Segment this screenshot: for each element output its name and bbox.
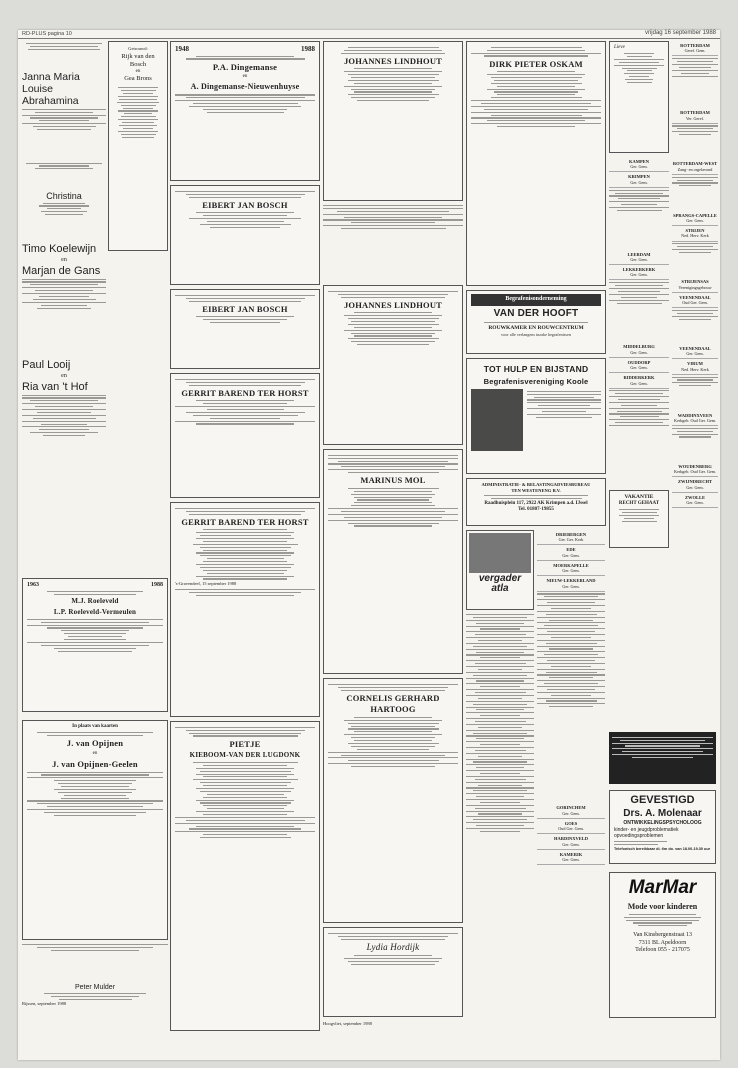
- church-name-gorinchem: GORINCHEM: [556, 805, 586, 811]
- column-5: Lieve KAMPEN Ger. Gem. KRIMPEN Ger. Gem. LEERDAM Ger. Gem. LEKKERKERK Ger. Gem. MIDDELBURG Ger. Gem. OUDDORP Ger. Gem. RIDDERKERK Ger. Gem. VAKANTIE RECHT GEHAAT: [609, 41, 669, 1056]
- obituary-7: [323, 285, 463, 445]
- vergader-title-2: atla: [491, 582, 509, 594]
- anniv-and: en: [242, 74, 248, 80]
- vergader-ad: [466, 530, 534, 610]
- date-label: vrijdag 16 september 1988: [644, 30, 716, 36]
- deceased-name-b: JOHANNES LINDHOUT: [343, 299, 443, 310]
- jubilee-name-1: M.J. Roeleveld: [71, 597, 119, 606]
- engaged-name-4: Ria van 't Hof: [22, 380, 88, 393]
- column-3: [323, 41, 463, 1056]
- church-section-10: WOUDENBERG: [678, 463, 712, 469]
- deceased-name-a: JOHANNES LINDHOUT: [343, 55, 443, 66]
- tax-office-ad: [466, 478, 606, 526]
- anniv-name-1: P.A. Dingemanse: [212, 61, 278, 72]
- funeral-home-title: Begrafenisonderneming: [471, 294, 601, 306]
- church-section-4: STRIJEN: [685, 228, 705, 234]
- koole-ad: [466, 358, 606, 474]
- birth-name: Janna Maria: [22, 70, 80, 83]
- col3-footer: Hoogvliet, september 1988: [323, 1021, 372, 1026]
- marmar-logo: MarMar: [628, 877, 697, 898]
- funeral-home-name: VAN DER HOOFT: [493, 307, 579, 319]
- psychologist-ad: [609, 790, 716, 866]
- obit-place: 's-Gravendeel, 15 september 1988: [175, 581, 237, 587]
- obituary-6: [323, 41, 463, 201]
- deceased-name-4: GERRIT BAREND TER HORST: [181, 516, 309, 527]
- obituary-2: [170, 289, 320, 369]
- anniv-name-2: A. Dingemanse-Nieuwenhuyse: [190, 82, 300, 92]
- obituary-5: [170, 721, 320, 1031]
- church-name-ede: EDE: [566, 547, 576, 553]
- deceased-name-3: GERRIT BAREND TER HORST: [181, 387, 309, 398]
- church-name-ridderkerk: RIDDERKERK: [623, 375, 655, 381]
- marmar-ad: [609, 872, 716, 1022]
- obituary-3: [170, 373, 320, 498]
- jubilee-year-end: 1988: [151, 582, 163, 588]
- running-header: [18, 30, 720, 38]
- church-entry: HARDINXVELD Ger. Gem.: [537, 834, 605, 849]
- psychologist-phone: Telefonisch bereikbaar di. t/m do. van 18.00-19.30 uur: [614, 846, 711, 851]
- obituary-4: [170, 502, 320, 717]
- church-section-6: VEENENDAAL: [679, 294, 711, 300]
- church-name-moerkapelle: MOERKAPELLE: [553, 562, 589, 568]
- church-section-5: STRIJENSAS: [681, 279, 709, 285]
- church-name-lekkerkerk: LEKKERKERK: [622, 267, 656, 273]
- church-entry: DRIEBERGEN Ger. Ger. Kerk: [537, 530, 605, 545]
- church-name-goes: GOES: [564, 820, 578, 826]
- church-section-9: WADDINXVEEN: [677, 412, 713, 418]
- vacation-title-2: RECHT GEHAAT: [618, 501, 660, 507]
- deceased-name-c: MARINUS MOL: [360, 475, 426, 486]
- vacation-title: VAKANTIE: [624, 494, 654, 501]
- deceased-name-2: EIBERT JAN BOSCH: [202, 303, 288, 314]
- header-rule: [18, 38, 720, 39]
- jubilee-name-2: L.P. Roeleveld-Vermeulen: [53, 608, 137, 617]
- tax-office-sub: TEN WESTENENG B.V.: [511, 487, 561, 493]
- obituary-1: [170, 185, 320, 285]
- church-section-8: VIRUM: [687, 361, 703, 367]
- column-1b: [108, 41, 168, 251]
- vacation-ad: [609, 490, 669, 548]
- church-name-hardinxveld: HARDINXVELD: [553, 836, 588, 842]
- couple-and: en: [135, 68, 141, 74]
- obituary-9: [323, 678, 463, 923]
- signer-name: Peter Mulder: [74, 984, 116, 991]
- church-section-3: SPRANGS-CAPELLE: [673, 212, 717, 218]
- anniv-year-end: 1988: [301, 45, 315, 53]
- church-entry: GORINCHEM Ger. Gem.: [537, 803, 605, 818]
- psychologist-heading: GEVESTIGD: [630, 794, 695, 806]
- column-6: ROTTERDAM Geref. Gem. ROTTERDAM Ver. Geref. ROTTERDAM-WEST Zang- en orgelavond SPRANGS-CAPELLE Ger. Gem. STRIJEN Ned. Herv. Kerk STRIJENSAS Verenigingsgebouw VEENENDAAL Oud Ger. Gem. VEENENDAAL Ger. Gem. VIRUM Ned. Herv. Kerk WADDINXVEEN Kerkgeb. Oud Ger. Gem. WOUDENBERG Kerkgeb. Oud Ger. Gem. ZWIJNDRECHT Ger. Gem. ZWOLLE Ger. Gem.: [672, 41, 718, 731]
- psychologist-item-2: opvoedingsproblemen: [614, 832, 664, 839]
- engaged-and-1: en: [61, 256, 67, 263]
- pair-name-1: J. van Opijnen: [66, 738, 124, 749]
- psychologist-title: ONTWIKKELINGSPSYCHOLOOG: [623, 820, 702, 827]
- column-2: [170, 41, 320, 1056]
- tax-office-title: ADMINISTRATIE- & BELASTINGADVIESBUREAU: [481, 482, 591, 487]
- jubilee-box: [22, 578, 168, 716]
- place-flowers-label: In plaats van kaarten: [72, 724, 118, 729]
- obituary-8: [323, 449, 463, 674]
- jubilee-year-start: 1963: [27, 582, 39, 588]
- church-name-leerdam: LEERDAM: [627, 251, 651, 257]
- tax-office-address: Raadhuisplein 117, 2922 AK Krimpen a.d. IJssel: [484, 501, 588, 507]
- page-number-label: RD-PLUS pagina 10: [22, 31, 72, 37]
- church-section-7: VEENENDAAL: [679, 345, 711, 351]
- church-name-kamerik: KAMERIK: [559, 851, 583, 857]
- engaged-name-2: Marjan de Gans: [22, 264, 101, 277]
- church-section-2: ROTTERDAM-WEST: [672, 161, 718, 167]
- engaged-name-1: Timo Koelewijn: [22, 242, 97, 255]
- deceased-name-f: DIRK PIETER OSKAM: [489, 58, 583, 69]
- church-name-nieuw-lekkerland: NIEUW-LEKKERLAND: [546, 578, 596, 584]
- small-notice: [609, 41, 669, 153]
- inverted-notice: [609, 732, 716, 784]
- psychologist-item-1: kinder- en jeugdproblematiek: [614, 826, 679, 833]
- hearse-photo: [471, 389, 523, 451]
- church-section-11: ZWIJNDRECHT: [677, 479, 712, 485]
- funeral-home-sub: ROUWKAMER EN ROUWCENTRUM: [488, 324, 584, 331]
- couple-name-2: Gea Brons: [124, 75, 152, 83]
- funeral-home-ad: [466, 290, 606, 354]
- church-name-kampen: KAMPEN: [629, 159, 649, 164]
- koole-sub: Begrafenisvereniging Koole: [483, 376, 589, 386]
- church-name-driebergen: DRIEBERGEN: [555, 532, 587, 537]
- funeral-box-left: [22, 720, 168, 1040]
- church-section-rotterdam: ROTTERDAM: [680, 43, 710, 48]
- church-section-12: ZWOLLE: [684, 494, 705, 500]
- church-entry: EDE Ger. Gem.: [537, 545, 605, 560]
- church-name-krimpen: KRIMPEN: [628, 174, 650, 180]
- deceased-name-d: CORNELIS GERHARD: [346, 692, 440, 703]
- vergader-title: vergader: [478, 573, 522, 584]
- psychologist-name: Drs. A. Molenaar: [623, 807, 702, 819]
- koole-title: TOT HULP EN BIJSTAND: [483, 364, 589, 374]
- obituary-10: [323, 927, 463, 1017]
- deceased-name-5b: KIEBOOM-VAN DER LUGDONK: [189, 751, 301, 760]
- deceased-name-e: Lydia Hordijk: [366, 941, 420, 952]
- funeral-home-tag: voor alle verlangens inzake begrafenissen: [501, 331, 571, 337]
- anniv-year-start: 1948: [175, 45, 189, 53]
- church-section-1: ROTTERDAM: [680, 110, 710, 116]
- deceased-name-1: EIBERT JAN BOSCH: [202, 199, 288, 210]
- deceased-name-5: PIETJE: [229, 738, 261, 749]
- pair-name-2: J. van Opijnen-Geelen: [52, 758, 138, 769]
- marmar-tagline: Mode voor kinderen: [627, 901, 698, 911]
- signer-footer: Rijssen, september 1988: [22, 1001, 67, 1007]
- tax-office-phone: Tel. 01807-19855: [518, 507, 554, 513]
- church-name-middelburg: MIDDELBURG: [623, 344, 655, 350]
- church-entry: KAMERIK Ger. Gem.: [537, 850, 605, 865]
- marmar-address: Van Kinsbergenstraat 13: [633, 932, 692, 939]
- wedding-announcement: [108, 41, 168, 251]
- marmar-phone: Telefoon 055 - 217075: [635, 947, 690, 954]
- church-entry: NIEUW-LEKKERLAND Ger. Gem.: [537, 576, 605, 591]
- marmar-city: 7311 BL Apeldoorn: [638, 939, 687, 946]
- anniversary-ad: [170, 41, 320, 181]
- column-4: [466, 41, 606, 1056]
- deceased-name-d2: HARTOOG: [370, 704, 416, 715]
- newspaper-page: [18, 30, 720, 1060]
- church-name-ouddorp: OUDDORP: [627, 359, 651, 365]
- engaged-and-2: en: [61, 372, 67, 379]
- engaged-name-3: Paul Looij: [22, 358, 71, 371]
- birth-name-christina: Christina: [46, 190, 82, 201]
- couple-name-1: Rijk van den Bosch: [121, 52, 155, 68]
- vergader-photo: [469, 533, 531, 573]
- obituary-11: [466, 41, 606, 286]
- greeting-label: Getrouwd:: [128, 46, 148, 51]
- church-entry: GOES Oud Ger. Gem.: [537, 819, 605, 834]
- notice-greeting: Lieve: [614, 45, 625, 50]
- birth-name-2: Louise Abrahamina: [22, 82, 79, 107]
- church-entry: MOERKAPELLE Ger. Gem.: [537, 561, 605, 576]
- pair-and: en: [92, 750, 98, 756]
